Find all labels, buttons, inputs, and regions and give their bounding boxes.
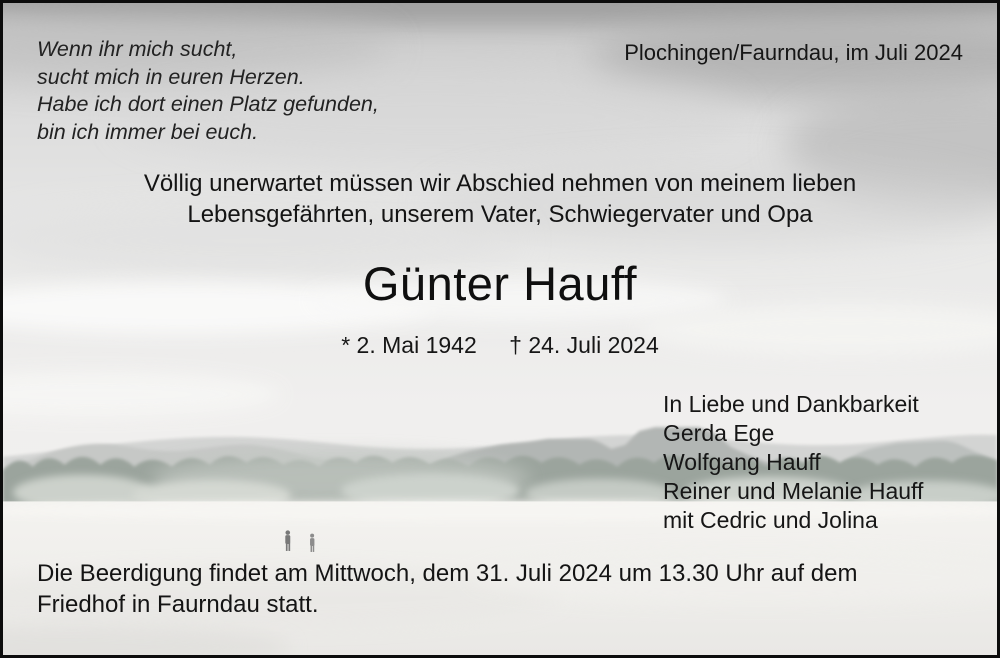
announcement-line: Lebensgefährten, unserem Vater, Schwiegervater und Opa: [187, 201, 813, 228]
poem-line: sucht mich in euren Herzen.: [37, 64, 305, 89]
poem-line: Wenn ihr mich sucht,: [37, 37, 238, 61]
place-dateline: Plochingen/Faurndau, im Juli 2024: [624, 40, 963, 65]
poem-line: Habe ich dort einen Platz gefunden,: [37, 92, 379, 116]
mourner-line: mit Cedric und Jolina: [663, 507, 878, 533]
announcement-line: Völlig unerwartet müssen wir Abschied nehmen von meinem lieben: [143, 170, 857, 197]
funeral-info: [37, 559, 857, 620]
funeral-info-line: Friedhof in Faurndau statt.: [37, 590, 319, 618]
mourner-line: Reiner und Melanie Hauff: [663, 478, 924, 504]
life-dates: [3, 332, 997, 359]
poem-line: bin ich immer bei euch.: [37, 119, 259, 144]
birth-date: * 2. Mai 1942: [341, 332, 477, 358]
mourners-list: [663, 390, 923, 535]
death-date: † 24. Juli 2024: [509, 332, 659, 358]
deceased-name: Günter Hauff: [362, 257, 638, 310]
funeral-info-line: Die Beerdigung findet am Mittwoch, dem 31. Juli 2024 um 13.30 Uhr auf dem: [37, 560, 858, 587]
mourner-line: Wolfgang Hauff: [663, 449, 821, 475]
mourners-heading: In Liebe und Dankbarkeit: [663, 391, 919, 417]
mourner-line: Gerda Ege: [663, 420, 775, 446]
memorial-poem: [37, 36, 379, 146]
announcement-text: [3, 168, 997, 230]
